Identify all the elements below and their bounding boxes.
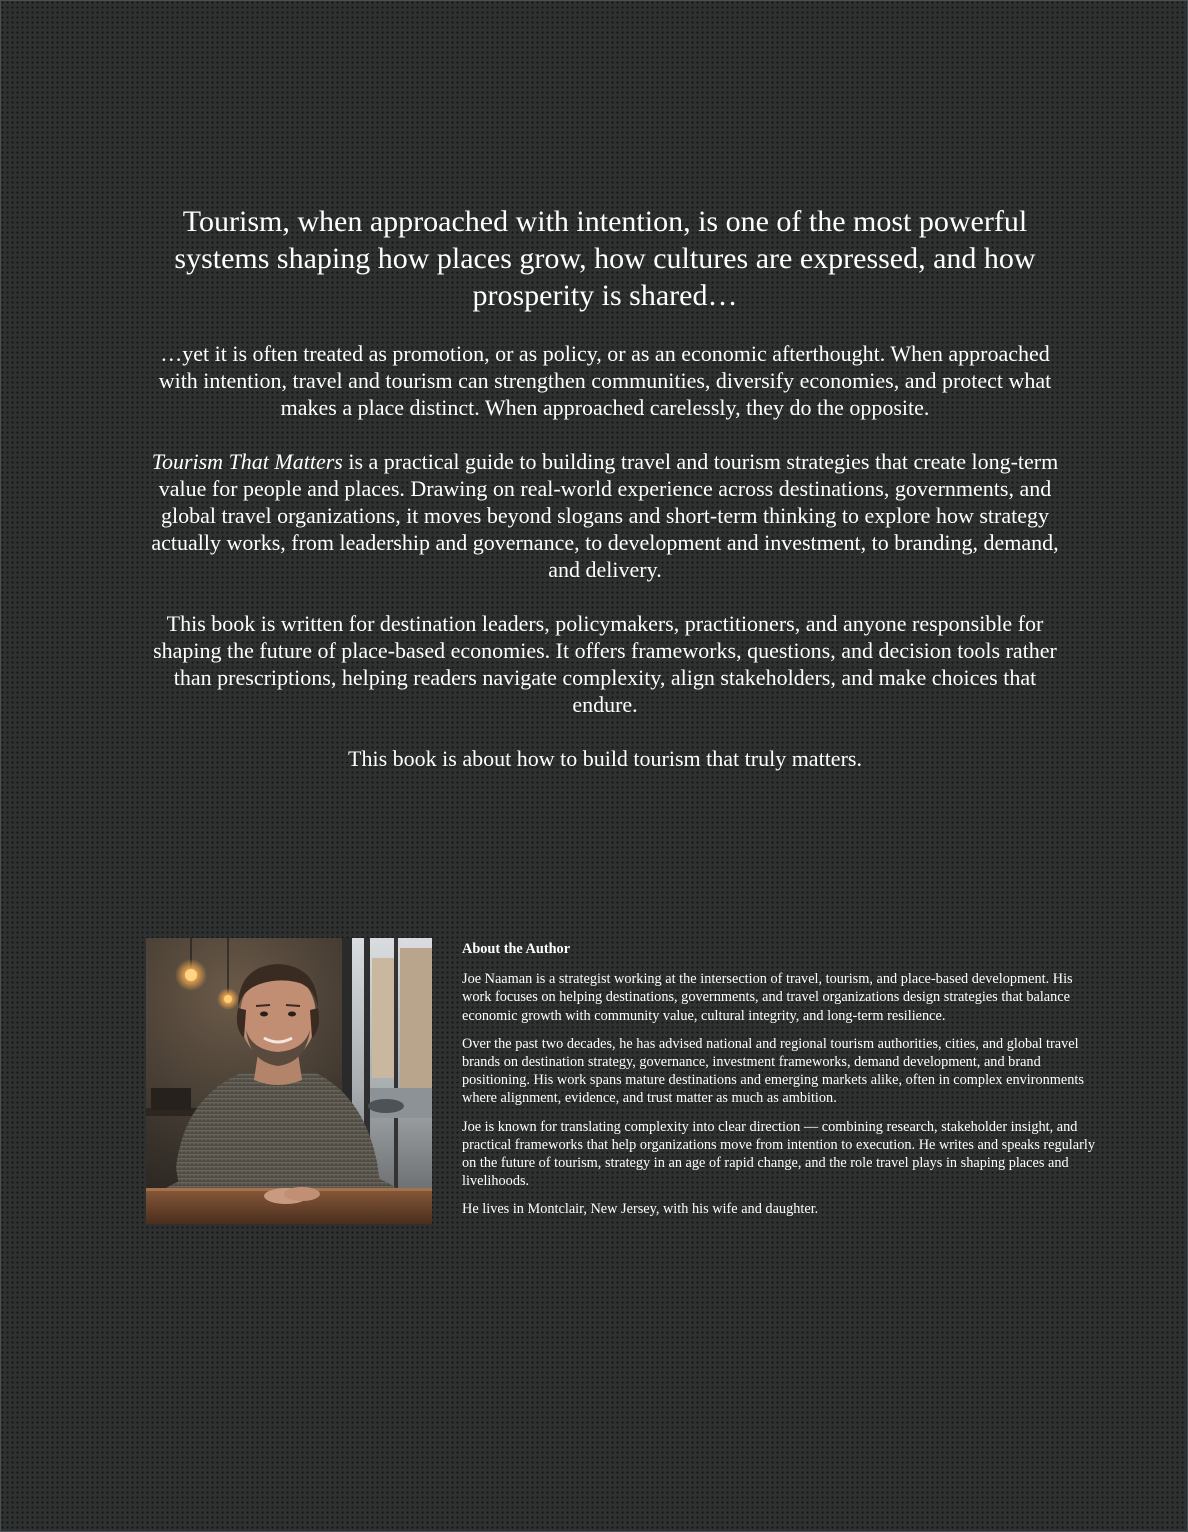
about-the-author [462,940,1104,1229]
blurb-paragraph-2 [150,448,1060,583]
blurb-paragraph-1: …yet it is often treated as promotion, or as policy, or as an economic afterthought. When approached with intention, travel and tourism can strengthen communities, diversify economies, and protect what makes a place distinct. When approached carelessly, they do the opposite. [158,341,1052,420]
author-photo [146,938,432,1224]
book-title: Tourism That Matters [151,449,343,474]
blurb-closing: This book is about how to build tourism that truly matters. [348,746,862,771]
author-heading: About the Author [462,941,571,957]
author-bio-2: Over the past two decades, he has advised national and regional tourism authorities, cities, and global travel brands on destination strategy, governance, investment frameworks, demand development, and brand positioning. His work spans mature destinations and emerging markets alike, often in complex environments where alignment, evidence, and trust matter as much as ambition. [462,1035,1084,1107]
author-bio-4: He lives in Montclair, New Jersey, with his wife and daughter. [462,1201,819,1218]
author-bio-3: Joe is known for translating complexity into clear direction — combining research, stakeholder insight, and practical frameworks that help organizations move from intention to execution. He writes and speaks regularly on the future of tourism, strategy in an age of rapid change, and the role travel plays in shaping places and livelihoods. [462,1118,1095,1190]
blurb-paragraph-3: This book is written for destination leaders, policymakers, practitioners, and anyone responsible for shaping the future of place-based economies. It offers frameworks, questions, and decision tools rather than prescriptions, helping readers navigate complexity, align stakeholders, and make choices that endure. [153,611,1057,717]
back-cover-blurb [150,203,1060,799]
blurb-paragraph-2-text: is a practical guide to building travel and tourism strategies that create long-term value for people and places. Drawing on real-world experience across destinations, governments, and global travel organizations, it moves beyond slogans and short-term thinking to explore how strategy actually works, from leadership and governance, to development and investment, to branding, demand, and delivery. [151,449,1059,582]
author-bio-1: Joe Naaman is a strategist working at the intersection of travel, tourism, and place-based development. His work focuses on helping destinations, governments, and travel organizations design strategies that balance economic growth with community value, cultural integrity, and long-term resilience. [462,971,1073,1024]
blurb-headline: Tourism, when approached with intention, is one of the most powerful systems shaping how places grow, how cultures are expressed, and how prosperity is shared… [174,205,1036,312]
